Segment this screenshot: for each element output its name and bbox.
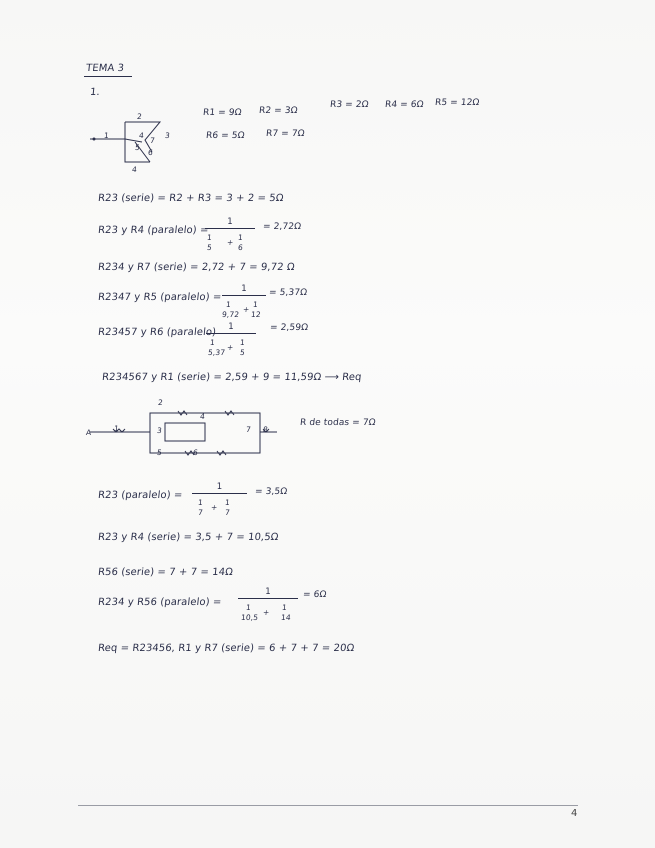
d2-label-A: A [85,428,92,437]
step-2-result: = 2,72Ω [262,222,302,232]
page-title: TEMA 3 [85,63,125,74]
d1-label-4: 4 [138,131,145,140]
d2-label-5: 5 [156,448,163,457]
step2-5: Req = R23456, R1 y R7 (serie) = 6 + 7 + 7 = 20Ω [97,643,355,654]
step-1: R23 (serie) = R2 + R3 = 3 + 2 = 5Ω [97,193,285,204]
step-5-lhs: R23457 y R6 (paralelo) [97,327,217,338]
d2-label-6: 6 [192,448,199,457]
step-4-fraction: 1 [222,284,266,297]
step2-4-lhs: R234 y R56 (paralelo) = [97,597,222,608]
step-3: R234 y R7 (serie) = 2,72 + 7 = 9,72 Ω [97,262,296,273]
step-5-fraction: 1 [206,322,256,335]
circuit-diagram-1 [90,112,170,182]
exercise-number: 1. [89,87,101,98]
page-number: 4 [571,808,578,819]
step2-1-lhs: R23 (paralelo) = [97,490,183,501]
title-underline [84,76,132,77]
d2-label-4: 4 [199,412,206,421]
value-r6: R6 = 5Ω [205,131,246,141]
step-2-lhs: R23 y R4 (paralelo) = [97,225,210,236]
d2-label-2: 2 [157,398,164,407]
d1-label-1: 1 [103,131,110,140]
d2-label-7: 7 [245,425,252,434]
value-r2: R2 = 3Ω [258,106,299,116]
d1-label-2: 2 [136,112,143,121]
value-r4: R4 = 6Ω [384,100,425,110]
d1-label-5: 5 [134,143,141,152]
value-r3: R3 = 2Ω [329,100,370,110]
step-4-lhs: R2347 y R5 (paralelo) = [97,292,222,303]
notebook-page: TEMA 3 1. 2 1 3 4 4 5 6 7 R1 = 9Ω R2 = 3Ω R3 = 2Ω R4 = 6Ω R5 = 12Ω R6 = 5Ω R7 = 7Ω R23 (serie) = R2 + R3 = 3 + 2 = 5Ω R23 y R4 (paralelo) = 1 1 5 + 1 6 = 2,72Ω R234 y R7 (serie) = 2,72 + 7 = 9,72 Ω R2347 y R5 (paralelo) = 1 1 9,72 + 1 12 = 5,37Ω R23457 y R6 (paralelo) 1 1 5,37 + 1 5 = 2,59Ω R234567 y R1 (serie) = 2,59 + 9 = 11,59Ω ⟶ Req 2 3 4 5 6 7 8 A 1 R de todas = 7Ω R23 (paralelo) = 1 1 7 + 1 7 = 3,5Ω R23 y R4 (serie) = 3,5 + 7 = 10,5Ω R56 (serie) = 7 + 7 = 14Ω R234 y R56 (paralelo) = 1 1 10,5 + 1 14 = 6Ω Req = R23456, R1 y R7 (serie) = 6 + 7 + 7 = 20Ω 4 [0,0,655,848]
step-5-result: = 2,59Ω [269,323,309,333]
footer-rule [78,805,578,806]
value-r7: R7 = 7Ω [265,129,306,139]
step2-4-fraction: 1 [238,587,298,600]
step-2-fraction: 1 [205,217,255,230]
step2-1-fraction: 1 [192,482,247,495]
step2-2: R23 y R4 (serie) = 3,5 + 7 = 10,5Ω [97,532,280,543]
value-r1: R1 = 9Ω [202,108,243,118]
step2-1-result: = 3,5Ω [254,487,288,497]
step2-3: R56 (serie) = 7 + 7 = 14Ω [97,567,234,578]
d1-label-4b: 4 [131,165,138,174]
d2-label-8: 8 [262,425,269,434]
d1-label-7: 7 [149,136,156,145]
circuit-diagram-2 [85,405,285,465]
step-6: R234567 y R1 (serie) = 2,59 + 9 = 11,59Ω ⟶ Req [101,372,363,383]
d2-label-3: 3 [156,426,163,435]
d2-label-1: 1 [113,424,120,433]
step2-4-result: = 6Ω [302,590,327,600]
d1-label-6: 6 [147,148,154,157]
step-4-result: = 5,37Ω [268,288,308,298]
value-r5: R5 = 12Ω [434,98,480,108]
d2-note: R de todas = 7Ω [299,418,377,428]
d1-label-3: 3 [164,131,171,140]
